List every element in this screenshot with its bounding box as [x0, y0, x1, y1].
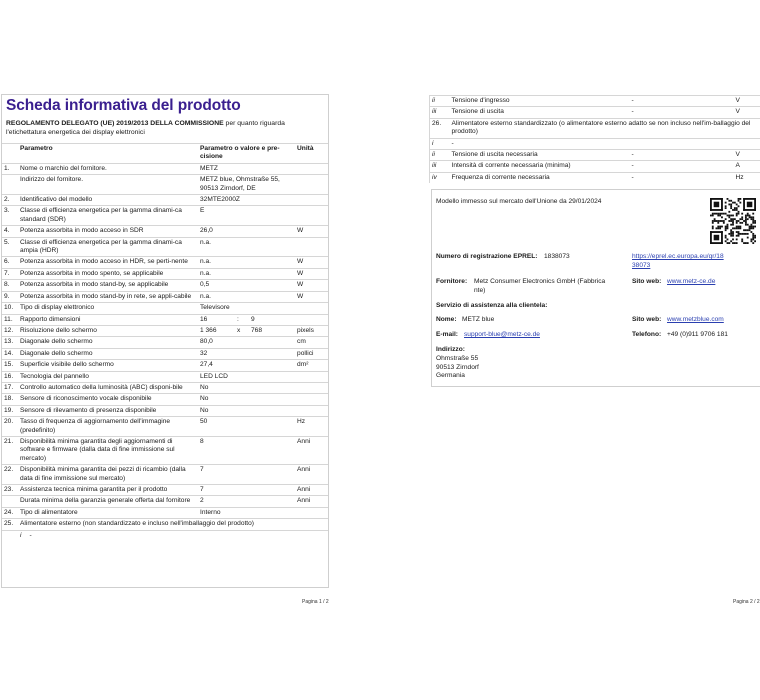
row-parameter: Potenza assorbita in modo acceso in HDR, se perti-nente	[18, 257, 198, 268]
row-number: 2.	[2, 195, 18, 206]
page-number: Pagina 1 / 2	[302, 599, 329, 605]
sub-index: iii	[430, 107, 450, 118]
row-value: E	[198, 206, 295, 226]
table-row	[2, 507, 328, 518]
row-unit	[295, 237, 328, 257]
table-row	[2, 163, 328, 174]
row-value: 26,0	[198, 226, 295, 237]
row-parameter: -	[450, 138, 630, 149]
header-num-cell	[2, 144, 18, 164]
row-unit: W	[295, 280, 328, 291]
table-row	[2, 485, 328, 496]
phone-label: Telefono:	[632, 331, 662, 338]
sub-index: ii	[430, 150, 450, 161]
row-parameter: Potenza assorbita in modo spento, se applicabile	[18, 268, 198, 279]
row-unit	[295, 394, 328, 405]
table-row	[2, 206, 328, 226]
row-number: 4.	[2, 226, 18, 237]
row-unit: Hz	[295, 417, 328, 437]
row-unit	[295, 314, 328, 325]
row-unit: A	[734, 161, 760, 172]
row-unit: W	[295, 291, 328, 302]
service-website-label: Sito web:	[632, 316, 662, 323]
document-title: Scheda informativa del prodotto	[6, 97, 241, 114]
table-row	[430, 172, 760, 183]
row-value: n.a.	[198, 291, 295, 302]
row-number: 8.	[2, 280, 18, 291]
row-number	[2, 530, 18, 541]
name-value: METZ blue	[462, 316, 495, 323]
sub-index: i	[430, 138, 450, 149]
table-row	[2, 195, 328, 206]
row-number: 5.	[2, 237, 18, 257]
row-parameter: Assistenza tecnica minima garantita per il prodotto	[18, 485, 198, 496]
table-row	[2, 325, 328, 336]
table-row	[430, 138, 760, 149]
product-info-table	[2, 143, 328, 541]
row-parameter: Tensione di uscita	[450, 107, 630, 118]
row-value: 32	[198, 348, 295, 359]
row-value: 7	[198, 465, 295, 485]
row-parameter: Tensione di uscita necessaria	[450, 150, 630, 161]
row-number	[2, 496, 18, 507]
supplier-website-label: Sito web:	[632, 278, 662, 285]
phone-value: +49 (0)911 9706 181	[667, 331, 728, 338]
row-parameter: Rapporto dimensioni	[18, 314, 198, 325]
eprel-link-part-1: https://eprel.ec.europa.eu/qr/18	[632, 253, 724, 260]
eprel-link[interactable]	[632, 253, 724, 270]
table-row	[2, 417, 328, 437]
table-row	[2, 405, 328, 416]
row-number: 20.	[2, 417, 18, 437]
row-number: 19.	[2, 405, 18, 416]
page-2	[425, 0, 760, 700]
table-row	[2, 257, 328, 268]
table-row	[430, 107, 760, 118]
row-unit: W	[295, 268, 328, 279]
table-row	[2, 237, 328, 257]
row-unit: Anni	[295, 465, 328, 485]
row-number: 16.	[2, 371, 18, 382]
placed-on-market: Modello immesso sul mercato dell'Unione da 29/01/2024	[436, 198, 602, 205]
table-header	[2, 144, 328, 164]
row-parameter: Alimentatore esterno (non standardizzato e incluso nell'imballaggio del prodotto)	[18, 519, 328, 530]
table-row	[2, 382, 328, 393]
row-parameter: Intensità di corrente necessaria (minima)	[450, 161, 630, 172]
table-row	[2, 496, 328, 507]
row-value-separator: x	[235, 325, 249, 336]
row-unit: V	[734, 107, 760, 118]
row-unit: V	[734, 96, 760, 107]
row-unit: Anni	[295, 496, 328, 507]
supplier-label: Fornitore:	[436, 278, 468, 285]
row-value: -	[630, 172, 734, 183]
row-unit	[295, 405, 328, 416]
row-value: METZ blue, Ohmstraße 55, 90513 Zirndorf, DE	[198, 175, 295, 195]
table-row	[2, 371, 328, 382]
header-valore: Parametro o valore e pre-cisione	[198, 144, 295, 164]
row-number: 12.	[2, 325, 18, 336]
row-parameter: Risoluzione dello schermo	[18, 325, 198, 336]
page-1	[0, 0, 335, 700]
row-value: 32MTE2000Z	[198, 195, 295, 206]
supplier-value	[474, 278, 624, 295]
row-parameter: Tasso di frequenza di aggiornamento dell'immagine (predefinito)	[18, 417, 198, 437]
row-parameter: Potenza assorbita in modo stand-by in rete, se appli-cabile	[18, 291, 198, 302]
row-parameter: Potenza assorbita in modo acceso in SDR	[18, 226, 198, 237]
row-parameter: Identificativo del modello	[18, 195, 198, 206]
row-unit	[295, 382, 328, 393]
row-number: 7.	[2, 268, 18, 279]
row-parameter: Potenza assorbita in modo stand-by, se applicabile	[18, 280, 198, 291]
row-value: n.a.	[198, 268, 295, 279]
row-parameter: Alimentatore esterno standardizzato (o alimentatore esterno adatto se non incluso nell'im-ballaggio del prodotto)	[450, 118, 760, 138]
supplier-info-box	[431, 189, 760, 387]
row-parameter: Disponibilità minima garantita dei pezzi di ricambio (dalla data di fine immissione sul mercato)	[18, 465, 198, 485]
row-unit: dm²	[295, 360, 328, 371]
table-row	[2, 360, 328, 371]
row-number: 10.	[2, 303, 18, 314]
row-value: 2	[198, 496, 295, 507]
row-parameter: Durata minima della garanzia generale offerta dal fornitore	[18, 496, 198, 507]
row-unit: pixels	[295, 325, 328, 336]
table-row	[2, 465, 328, 485]
row-number: 9.	[2, 291, 18, 302]
table-row	[2, 530, 328, 541]
row-unit	[295, 303, 328, 314]
row-value: LED LCD	[198, 371, 295, 382]
row-number: 22.	[2, 465, 18, 485]
row-parameter: Sensore di riconoscimento vocale disponibile	[18, 394, 198, 405]
row-unit	[295, 163, 328, 174]
row-number: 1.	[2, 163, 18, 174]
row-value: -	[630, 107, 734, 118]
row-value: No	[198, 382, 295, 393]
row-parameter: Classe di efficienza energetica per la gamma dinami-ca standard (SDR)	[18, 206, 198, 226]
row-value: No	[198, 394, 295, 405]
row-parameter: Classe di efficienza energetica per la gamma dinami-ca ampia (HDR)	[18, 237, 198, 257]
row-unit	[295, 195, 328, 206]
row-value-b: 768	[249, 325, 295, 336]
row-parameter: Controllo automatico della luminosità (ABC) disponi-bile	[18, 382, 198, 393]
document-subtitle	[6, 119, 326, 137]
service-heading: Servizio di assistenza alla clientela:	[436, 302, 548, 309]
row-value: No	[198, 405, 295, 416]
row-value: Televisore	[198, 303, 295, 314]
row-value-a: 16	[198, 314, 235, 325]
row-parameter: Superficie visibile dello schermo	[18, 360, 198, 371]
regulation-reference: REGOLAMENTO DELEGATO (UE) 2019/2013 DELLA COMMISSIONE	[6, 120, 224, 127]
row-unit: Anni	[295, 485, 328, 496]
row-number: 17.	[2, 382, 18, 393]
row-parameter: Disponibilità minima garantita degli aggiornamenti di software e firmware (dalla data di fine immissione sul mercato)	[18, 436, 198, 464]
row-value: 7	[198, 485, 295, 496]
sub-index: iv	[430, 172, 450, 183]
supplier-website-link[interactable]: www.metz-ce.de	[667, 278, 716, 285]
row-unit: cm	[295, 337, 328, 348]
row-unit: W	[295, 226, 328, 237]
row-value: 50	[198, 417, 295, 437]
sub-parameter: -	[29, 531, 32, 539]
row-unit: W	[295, 257, 328, 268]
row-value-b: 9	[249, 314, 295, 325]
table-row	[2, 291, 328, 302]
row-unit	[295, 507, 328, 518]
row-unit	[295, 206, 328, 226]
row-value-a: 1 366	[198, 325, 235, 336]
row-unit: pollici	[295, 348, 328, 359]
row-number: 14.	[2, 348, 18, 359]
row-value: 8	[198, 436, 295, 464]
page-number: Pagina 2 / 2	[733, 599, 760, 605]
table-row	[2, 175, 328, 195]
table-row	[2, 268, 328, 279]
table-row	[430, 161, 760, 172]
address-label: Indirizzo:	[436, 346, 465, 353]
row-number: 23.	[2, 485, 18, 496]
row-value: n.a.	[198, 257, 295, 268]
eprel-link-part-2: 38073	[632, 261, 651, 269]
address-line: Ohmstraße 55	[436, 355, 479, 362]
row-value: n.a.	[198, 237, 295, 257]
table-row	[2, 394, 328, 405]
row-parameter: Diagonale dello schermo	[18, 337, 198, 348]
eprel-number: 1838073	[544, 253, 570, 260]
row-value: METZ	[198, 163, 295, 174]
email-label: E-mail:	[436, 331, 458, 338]
service-website-link[interactable]: www.metzblue.com	[667, 316, 724, 323]
table-row	[2, 337, 328, 348]
sub-index: i	[20, 531, 22, 539]
row-value: -	[630, 161, 734, 172]
row-parameter: Tipo di alimentatore	[18, 507, 198, 518]
supplier-value-line-2: nte)	[474, 286, 486, 294]
row-parameter: Tensione d'ingresso	[450, 96, 630, 107]
row-number	[2, 175, 18, 195]
name-label: Nome:	[436, 316, 457, 323]
table-row	[430, 118, 760, 138]
row-number: 15.	[2, 360, 18, 371]
row-parameter: Tipo di display elettronico	[18, 303, 198, 314]
regulation-description: per quanto riguarda l'etichettatura energetica dei display elettronici	[6, 120, 285, 136]
email-link[interactable]: support-blue@metz-ce.de	[464, 331, 540, 338]
row-number: 26.	[430, 118, 450, 138]
eprel-label: Numero di registrazione EPREL:	[436, 253, 538, 260]
row-unit: Hz	[734, 172, 760, 183]
row-parameter: Indirizzo del fornitore.	[18, 175, 198, 195]
qr-code	[710, 198, 756, 244]
address-line: 90513 Zirndorf	[436, 363, 479, 371]
row-unit	[295, 371, 328, 382]
table-row	[2, 280, 328, 291]
row-value: -	[630, 96, 734, 107]
row-parameter: Sensore di rilevamento di presenza disponibile	[18, 405, 198, 416]
row-number: 18.	[2, 394, 18, 405]
row-value: 80,0	[198, 337, 295, 348]
row-unit: V	[734, 150, 760, 161]
row-value-separator: :	[235, 314, 249, 325]
table-row	[430, 150, 760, 161]
row-value: 0,5	[198, 280, 295, 291]
power-supply-table	[429, 95, 760, 183]
row-number: 6.	[2, 257, 18, 268]
row-value: -	[630, 150, 734, 161]
row-number: 13.	[2, 337, 18, 348]
row-number: 25.	[2, 519, 18, 530]
table-row	[2, 348, 328, 359]
row-number: 11.	[2, 314, 18, 325]
row-unit: Anni	[295, 436, 328, 464]
row-value: 27,4	[198, 360, 295, 371]
address-line: Germania	[436, 372, 465, 379]
row-number: 3.	[2, 206, 18, 226]
row-number: 24.	[2, 507, 18, 518]
row-unit	[295, 175, 328, 195]
row-number: 21.	[2, 436, 18, 464]
row-parameter: Tecnologia del pannello	[18, 371, 198, 382]
sub-index: ii	[430, 96, 450, 107]
table-row	[2, 303, 328, 314]
table-row	[430, 96, 760, 107]
supplier-value-line-1: Metz Consumer Electronics GmbH (Fabbrica	[474, 278, 606, 285]
table-row	[2, 519, 328, 530]
row-value	[630, 138, 734, 149]
sub-index: iii	[430, 161, 450, 172]
header-parametro: Parametro	[18, 144, 198, 164]
table-row	[2, 436, 328, 464]
table-row	[2, 314, 328, 325]
row-parameter: Frequenza di corrente necessaria	[450, 172, 630, 183]
row-parameter: Diagonale dello schermo	[18, 348, 198, 359]
row-parameter: Nome o marchio del fornitore.	[18, 163, 198, 174]
row-value: Interno	[198, 507, 295, 518]
row-parameter	[18, 530, 328, 541]
address-block	[436, 355, 479, 381]
row-unit	[734, 138, 760, 149]
table-row	[2, 226, 328, 237]
header-unita: Unità	[295, 144, 328, 164]
